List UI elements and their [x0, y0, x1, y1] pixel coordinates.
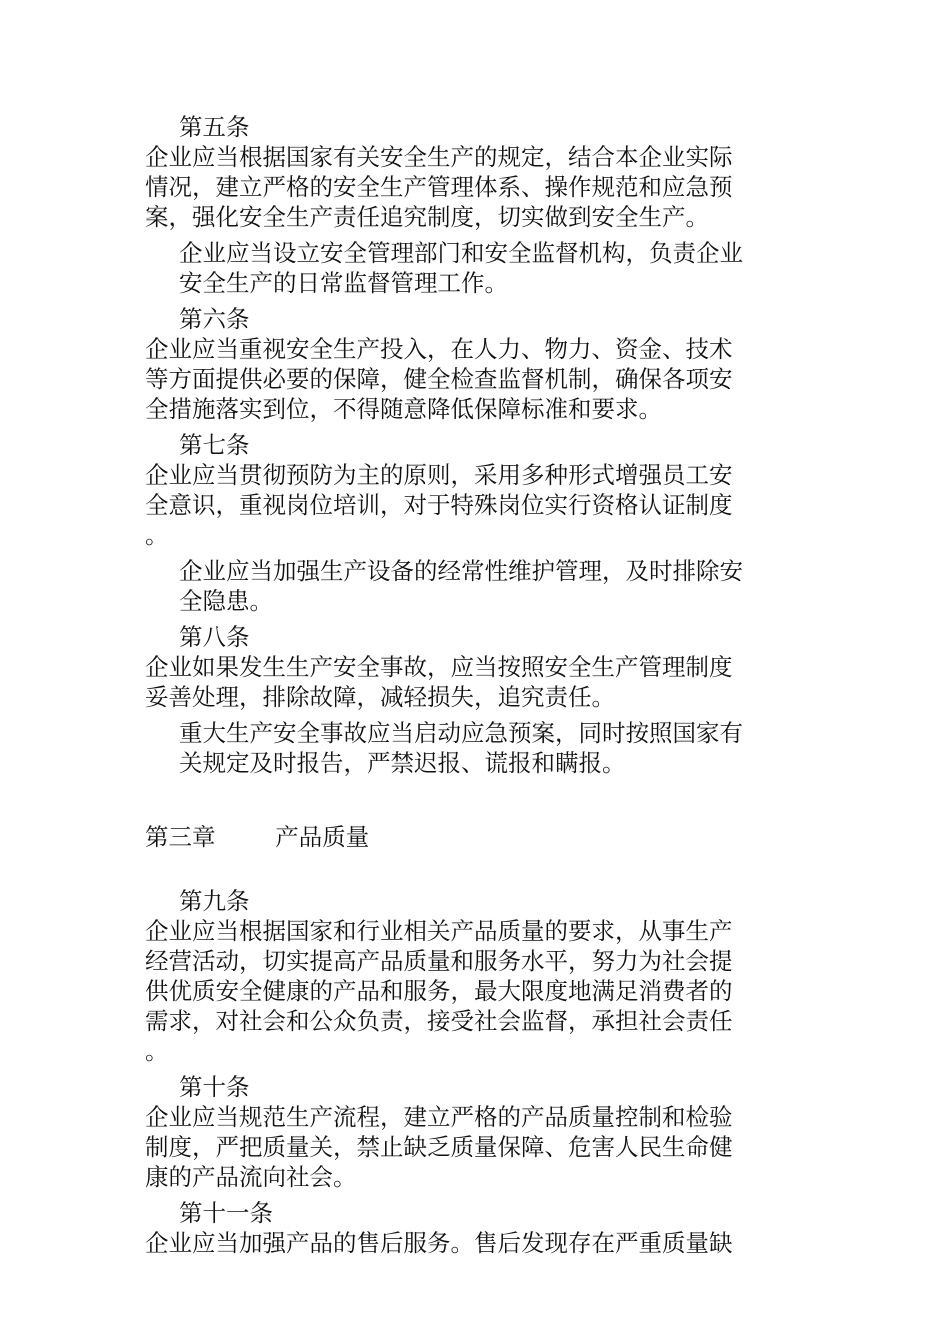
article-heading-5: 第五条 — [179, 113, 250, 141]
document-body — [145, 112, 793, 1258]
article-heading-8: 第八条 — [179, 623, 250, 651]
paragraph: 企业应当设立安全管理部门和安全监督机构，负责企业 安全生产的日常监督管理工作。 — [179, 239, 743, 297]
article-heading-10: 第十条 — [179, 1073, 250, 1101]
paragraph: 企业应当根据国家和行业相关产品质量的要求，从事生产 经营活动，切实提高产品质量和服务水平，努力为社会提 供优质安全健康的产品和服务，最大限度地满足消费者的 需求，对社会和公众负责，接受社会监督，承担社会责任 。 — [145, 917, 733, 1065]
paragraph: 企业应当贯彻预防为主的原则，采用多种形式增强员工安 全意识，重视岗位培训，对于特殊岗位实行资格认证制度 。 — [145, 461, 733, 549]
paragraph: 企业应当规范生产流程，建立严格的产品质量控制和检验 制度，严把质量关，禁止缺乏质量保障、危害人民生命健 康的产品流向社会。 — [145, 1103, 733, 1191]
paragraph: 企业应当加强产品的售后服务。售后发现存在严重质量缺 — [145, 1229, 733, 1257]
chapter-heading: 第三章 产品质量 — [145, 823, 370, 851]
article-heading-11: 第十一条 — [179, 1199, 273, 1227]
article-heading-9: 第九条 — [179, 887, 250, 915]
paragraph: 企业如果发生生产安全事故，应当按照安全生产管理制度 妥善处理，排除故障，减轻损失，追究责任。 — [145, 653, 733, 711]
paragraph: 企业应当重视安全生产投入，在人力、物力、资金、技术 等方面提供必要的保障，健全检查监督机制，确保各项安 全措施落实到位，不得随意降低保障标准和要求。 — [145, 335, 733, 423]
paragraph: 企业应当加强生产设备的经常性维护管理，及时排除安 全隐患。 — [179, 557, 743, 615]
article-heading-6: 第六条 — [179, 305, 250, 333]
paragraph: 重大生产安全事故应当启动应急预案，同时按照国家有 关规定及时报告，严禁迟报、谎报和瞒报。 — [179, 719, 743, 777]
article-heading-7: 第七条 — [179, 431, 250, 459]
paragraph: 企业应当根据国家有关安全生产的规定，结合本企业实际 情况，建立严格的安全生产管理体系、操作规范和应急预 案，强化安全生产责任追究制度，切实做到安全生产。 — [145, 143, 733, 231]
